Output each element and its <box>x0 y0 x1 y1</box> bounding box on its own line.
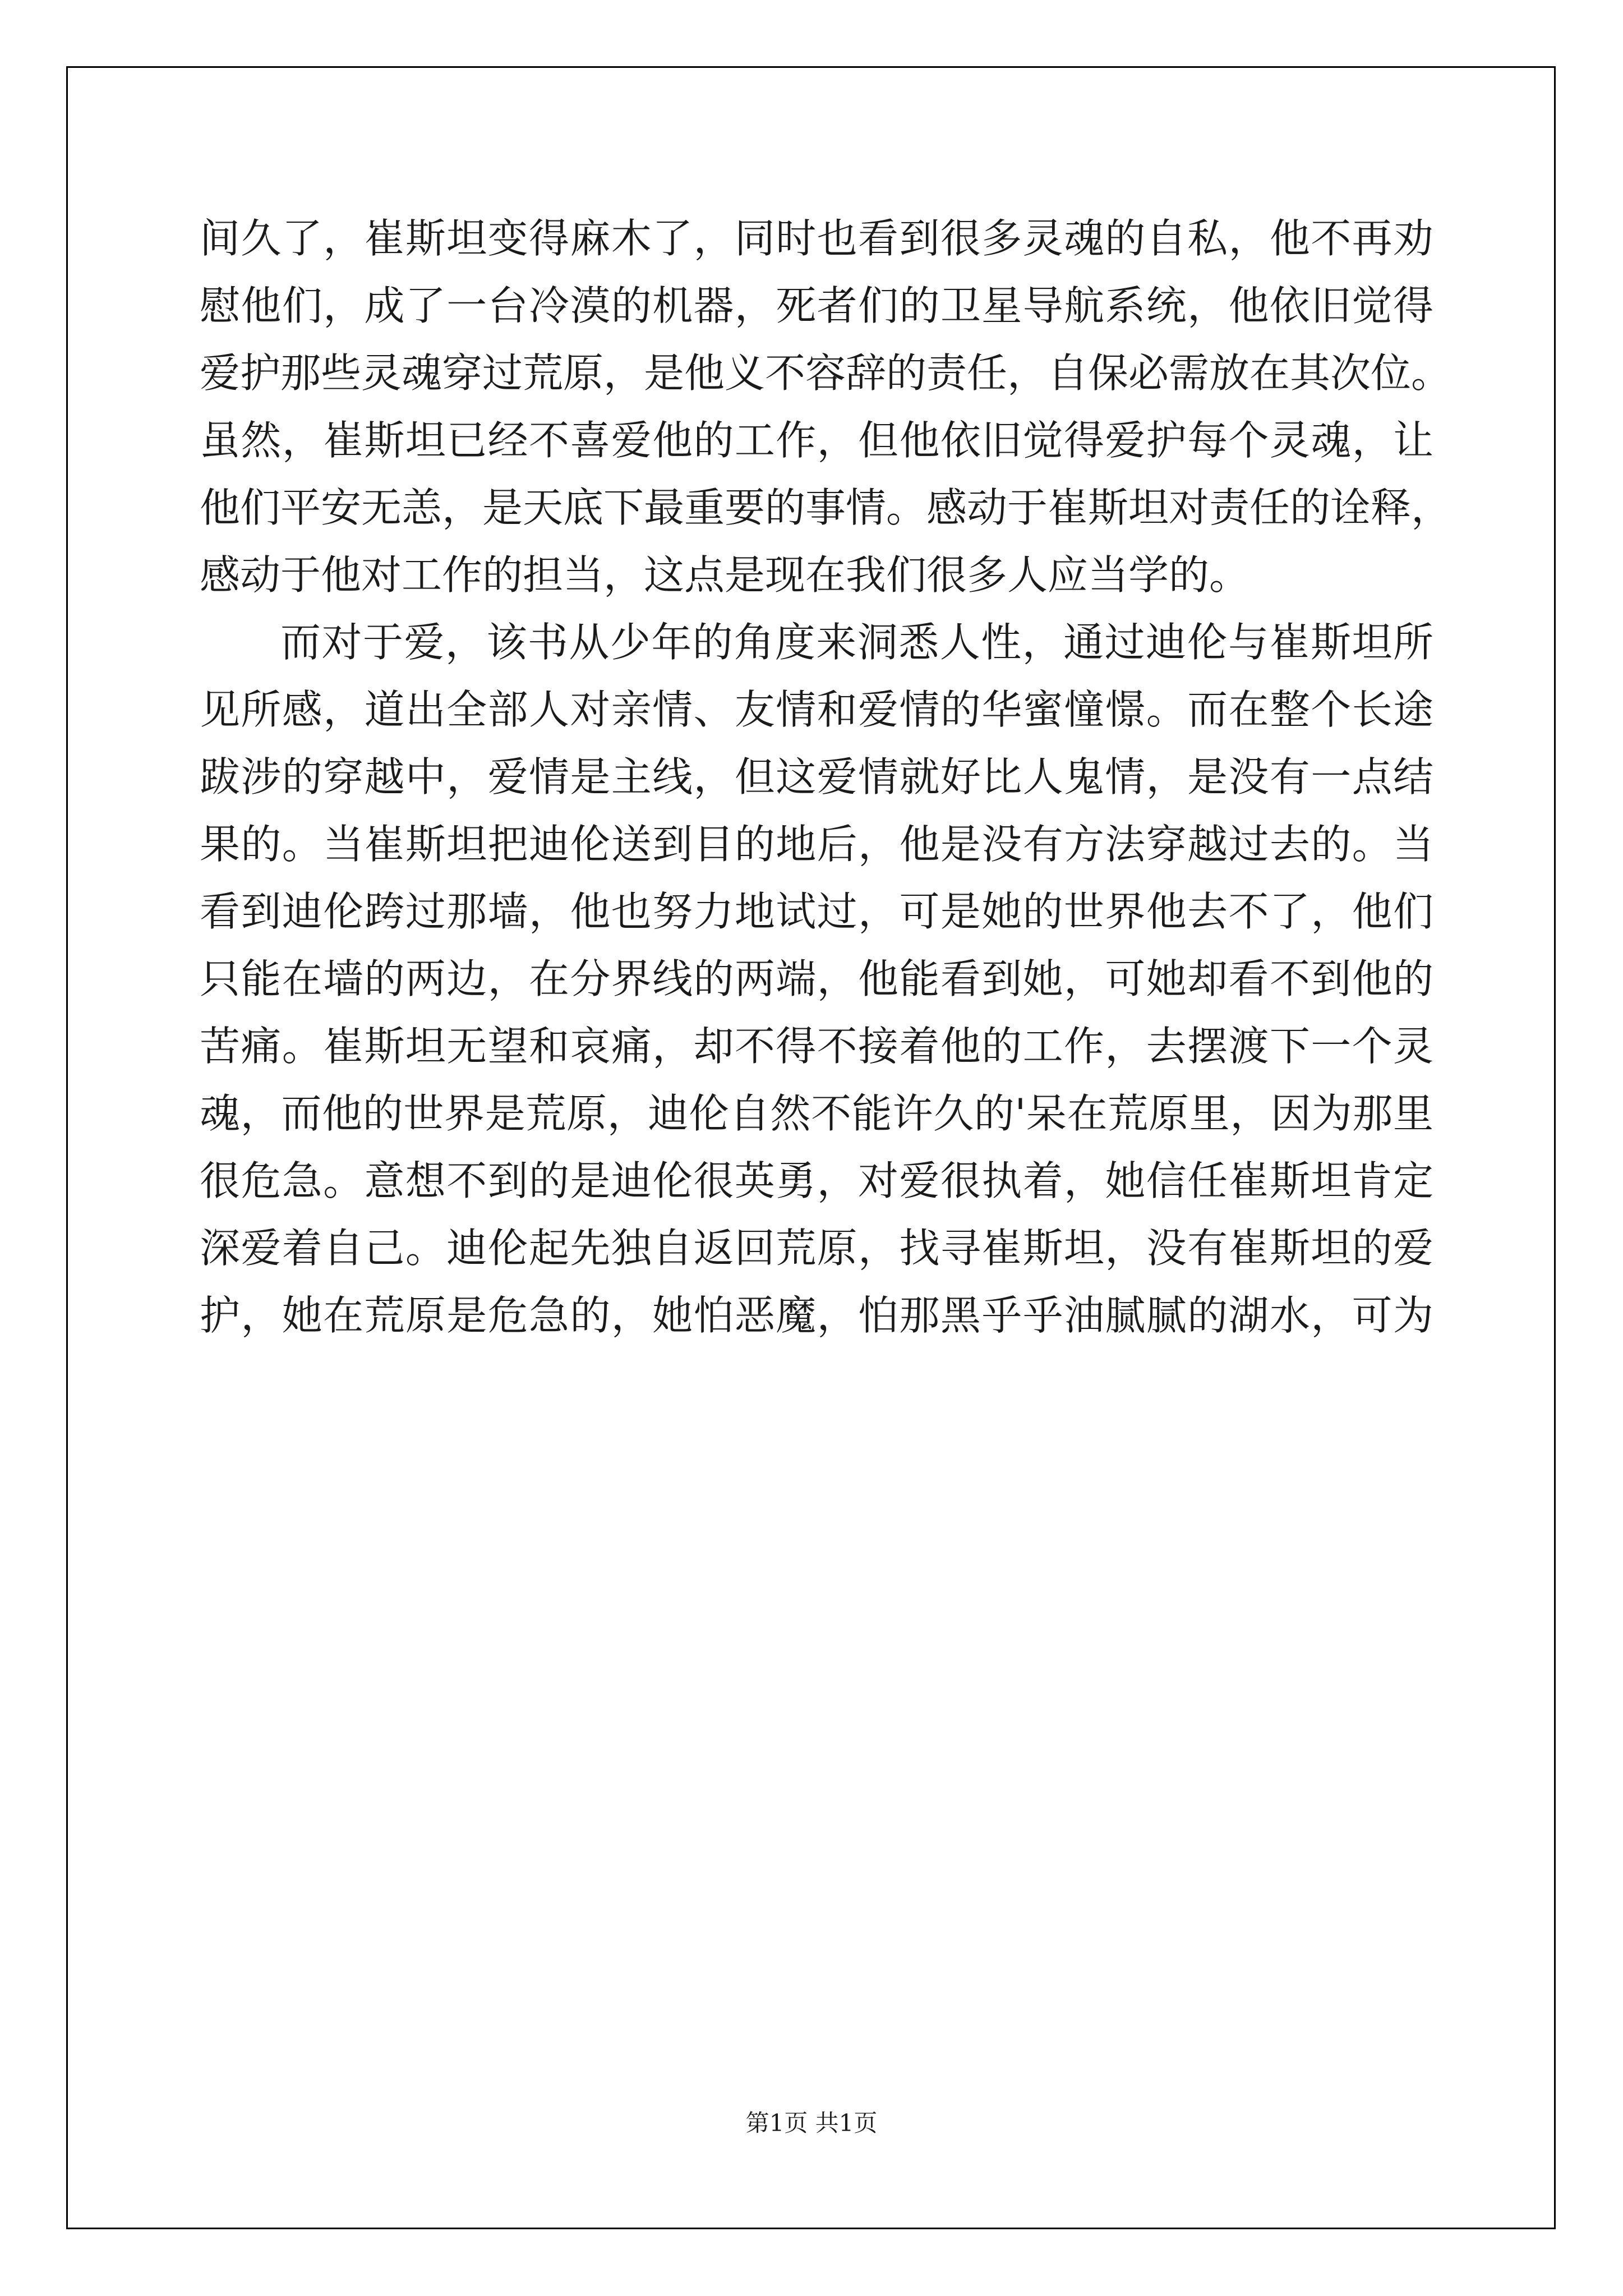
text-line: 慰他们，成了一台冷漠的机器，死者们的卫星导航系统，他依旧觉得 <box>200 282 1433 329</box>
text-line: 感动于他对工作的担当，这点是现在我们很多人应当学的。 <box>200 551 1250 599</box>
text-line: 他们平安无恙，是天底下最重要的事情。感动于崔斯坦对责任的诠释， <box>200 484 1452 531</box>
text-line: 深爱着自己。迪伦起先独自返回荒原，找寻崔斯坦，没有崔斯坦的爱 <box>200 1225 1433 1272</box>
text-line: 间久了，崔斯坦变得麻木了，同时也看到很多灵魂的自私，他不再劝 <box>200 215 1433 262</box>
text-line: 看到迪伦跨过那墙，他也努力地试过，可是她的世界他去不了，他们 <box>200 888 1433 935</box>
text-line: 而对于爱，该书从少年的角度来洞悉人性，通过迪伦与崔斯坦所 <box>280 619 1433 666</box>
document-body <box>200 205 1452 1349</box>
text-line: 只能在墙的两边，在分界线的两端，他能看到她，可她却看不到他的 <box>200 955 1433 1002</box>
page-footer: 第1页 共1页 <box>745 2109 878 2137</box>
text-line: 护，她在荒原是危急的，她怕恶魔，怕那黑乎乎油腻腻的湖水，可为 <box>200 1292 1433 1339</box>
paragraph-2 <box>200 609 1433 1349</box>
paragraph-1 <box>200 205 1452 609</box>
text-line: 见所感，道出全部人对亲情、友情和爱情的华蜜憧憬。而在整个长途 <box>200 686 1433 733</box>
text-line: 魂，而他的世界是荒原，迪伦自然不能许久的'呆在荒原里，因为那里 <box>200 1090 1433 1137</box>
text-line: 苦痛。崔斯坦无望和哀痛，却不得不接着他的工作，去摆渡下一个灵 <box>200 1023 1433 1070</box>
text-line: 爱护那些灵魂穿过荒原，是他义不容辞的责任，自保必需放在其次位。 <box>200 349 1452 397</box>
text-line: 很危急。意想不到的是迪伦很英勇，对爱很执着，她信任崔斯坦肯定 <box>200 1157 1433 1204</box>
text-line: 跋涉的穿越中，爱情是主线，但这爱情就好比人鬼情，是没有一点结 <box>200 753 1433 800</box>
text-line: 虽然，崔斯坦已经不喜爱他的工作，但他依旧觉得爱护每个灵魂，让 <box>200 417 1433 464</box>
text-line: 果的。当崔斯坦把迪伦送到目的地后，他是没有方法穿越过去的。当 <box>200 821 1433 868</box>
